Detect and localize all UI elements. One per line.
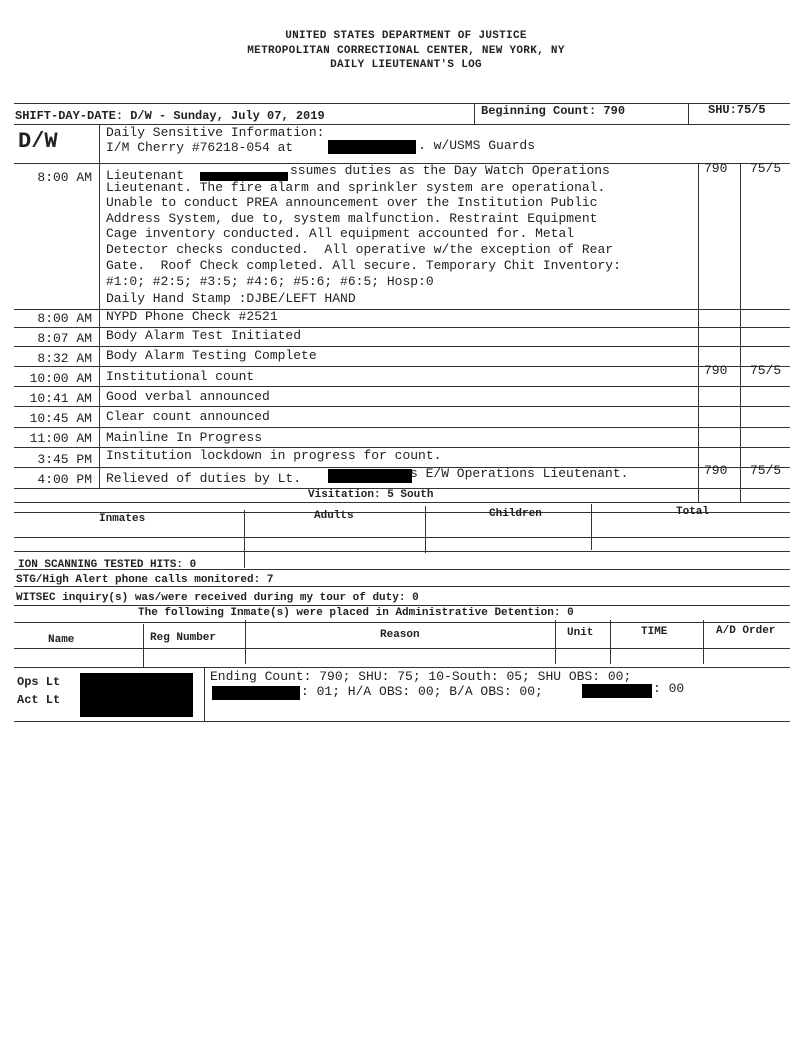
entry-text: Detector checks conducted. All operative w/the exception of Rear [106,242,614,257]
entry-count: 790 [704,363,728,378]
adseg-header-reason: Reason [380,629,420,641]
entry-time: 8:00 AM [37,311,92,326]
ending-count: Ending Count: 790; SHU: 75; 10-South: 05; SHU OBS: 00; [210,669,632,684]
adseg-header-time: TIME [641,626,668,638]
witsec-inquiry: WITSEC inquiry(s) was/were received during my tour of duty: 0 [16,592,419,604]
entry-shu: 75/5 [750,463,782,478]
act-lt-label: Act Lt [17,693,61,707]
entry-text: Institution lockdown in progress for count. [106,448,442,463]
entry-text: NYPD Phone Check #2521 [106,309,278,324]
entry-text: Clear count announced [106,409,270,424]
entry-text: Good verbal announced [106,389,270,404]
entry-text: #1:0; #2:5; #3:5; #4:6; #5:6; #6:5; Hosp:0 [106,274,434,289]
signature-redaction [80,673,193,717]
visitation-title: Visitation: 5 South [308,489,434,501]
visitation-header-inmates: Inmates [99,513,146,525]
entry-text: Relieved of duties by Lt. [106,471,302,486]
entry-text: Lieutenant [106,168,185,183]
redaction-block [328,140,416,154]
entry-time: 8:32 AM [37,351,92,366]
adseg-header-name: Name [48,634,75,646]
entry-time: 11:00 AM [29,431,92,446]
ion-scanning: ION SCANNING TESTED HITS: 0 [18,559,197,571]
entry-time: 8:00 AM [37,170,92,185]
beginning-count: Beginning Count: 790 [481,104,626,118]
sensitive-info-detail: I/M Cherry #76218-054 at [106,140,294,155]
header-agency: UNITED STATES DEPARTMENT OF JUSTICE [285,30,527,42]
entry-text: Address System, due to, system malfunction. Restraint Equipment [106,211,598,226]
shu-count: SHU:75/5 [708,103,766,117]
entry-text: Lieutenant. The fire alarm and sprinkler system are operational. [106,180,606,195]
sensitive-info-guards: . w/USMS Guards [418,138,536,153]
entry-text: Body Alarm Test Initiated [106,328,302,343]
shift-day-date: SHIFT-DAY-DATE: D/W - Sunday, July 07, 2019 [15,109,325,123]
entry-count: 790 [704,463,728,478]
entry-text: Daily Hand Stamp :DJBE/LEFT HAND [106,291,356,306]
admin-detention-title: The following Inmate(s) were placed in Administrative Detention: 0 [138,607,574,619]
entry-text: Mainline In Progress [106,430,263,445]
ending-count-detail: : 01; H/A OBS: 00; B/A OBS: 00; [301,684,543,699]
entry-time: 10:00 AM [29,371,92,386]
entry-shu: 75/5 [750,161,782,176]
visitation-header-adults: Adults [314,510,354,522]
entry-text: Gate. Roof Check completed. All secure. Temporary Chit Inventory: [106,258,621,273]
entry-time: 10:45 AM [29,411,92,426]
stg-calls: STG/High Alert phone calls monitored: 7 [16,574,274,586]
entry-text: ssumes duties as the Day Watch Operations [290,163,610,178]
entry-time: 8:07 AM [37,331,92,346]
adseg-header-unit: Unit [567,627,594,639]
ops-lt-label: Ops Lt [17,675,61,689]
entry-text: Body Alarm Testing Complete [106,348,317,363]
redaction-block [582,684,652,698]
entry-text: s E/W Operations Lieutenant. [410,466,629,481]
entry-time: 3:45 PM [37,452,92,467]
entry-text: Unable to conduct PREA announcement over the Institution Public [106,195,598,210]
header-log-title: DAILY LIEUTENANT'S LOG [330,59,482,71]
header-facility: METROPOLITAN CORRECTIONAL CENTER, NEW YORK, NY [247,45,565,57]
redaction-block [328,469,412,483]
entry-count: 790 [704,161,728,176]
entry-text: Cage inventory conducted. All equipment accounted for. Metal [106,226,575,241]
visitation-header-total: Total [676,506,710,518]
entry-text: Institutional count [106,369,255,384]
visitation-header-children: Children [489,508,542,520]
entry-time: 4:00 PM [37,472,92,487]
entry-time: 10:41 AM [29,391,92,406]
shift-label: D/W [18,129,58,154]
sensitive-info-title: Daily Sensitive Information: [106,125,325,140]
redaction-block [212,686,300,700]
ending-count-detail-end: : 00 [653,681,685,696]
adseg-header-reg: Reg Number [150,632,217,644]
adseg-header-ad-order: A/D Order [716,625,776,637]
entry-shu: 75/5 [750,363,782,378]
